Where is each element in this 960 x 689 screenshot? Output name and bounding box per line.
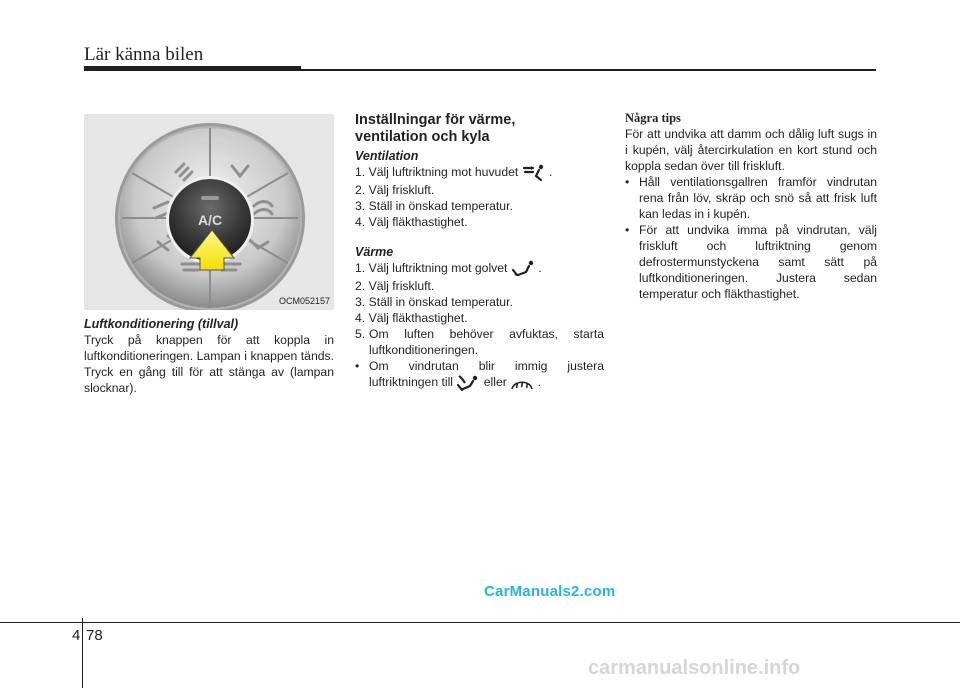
header-bar: [84, 66, 301, 71]
ventilation-heading: Ventilation: [355, 149, 419, 163]
ventilation-step-4: 4. Välj fläkthastighet.: [355, 215, 468, 229]
varme-bullet: • Om vindrutan blir immig justera luftriktningen till eller .: [355, 358, 604, 392]
tips-heading: Några tips: [625, 111, 681, 125]
vent-floor-icon: [511, 260, 535, 278]
ac-control-illustration: [84, 114, 334, 310]
watermark-link[interactable]: CarManuals2.com: [484, 583, 616, 600]
varme-step-5: 5. Om luften behöver avfuktas, starta luftkonditioneringen.: [355, 327, 604, 357]
ventilation-step-1: 1. Välj luftriktning mot huvudet .: [355, 164, 604, 182]
ac-button-label: A/C: [197, 212, 223, 228]
section-number: 4: [72, 627, 81, 644]
ac-panel-figure: [84, 114, 334, 310]
ac-heading: Luftkonditionering (tillval): [84, 317, 239, 331]
page-header-title: Lär känna bilen: [84, 44, 204, 65]
varme-step-3: 3. Ställ in önskad temperatur.: [355, 295, 513, 309]
footer-rule: [0, 622, 960, 623]
page-number: 78: [86, 627, 103, 644]
varme-step-1: 1. Välj luftriktning mot golvet .: [355, 260, 604, 278]
watermark-footer: carmanualsonline.info: [588, 657, 801, 679]
windshield-defrost-icon: [510, 374, 534, 392]
vent-head-icon: [522, 164, 546, 182]
ventilation-step-3: 3. Ställ in önskad temperatur.: [355, 199, 513, 213]
page-number-separator: [82, 618, 83, 688]
ventilation-step-2: 2. Välj friskluft.: [355, 183, 435, 197]
figure-code: OCM052157: [278, 296, 330, 306]
tips-bullet-1: • Håll ventilationsgallren framför vindrutan rena från löv, skräp och snö så att frisk luft kan ledas in i kupén.: [625, 175, 877, 221]
header-rule: [301, 69, 876, 71]
varme-step-2: 2. Välj friskluft.: [355, 279, 435, 293]
ac-paragraph: Tryck på knappen för att koppla in luftkonditioneringen. Lampan i knappen tänds. Tryck en gång till för att stänga av (lampan slocknar).: [84, 333, 334, 395]
defrost-floor-icon: [456, 374, 480, 392]
tips-bullet-2: • För att undvika imma på vindrutan, välj friskluft och luftriktning genom defrostermunstyckena samt sätt på luftkonditioneringen. Justera sedan temperatur och fläkthastighet.: [625, 223, 877, 301]
section-heading-line2: ventilation och kyla: [355, 129, 490, 145]
varme-step-4: 4. Välj fläkthastighet.: [355, 311, 468, 325]
tips-paragraph: För att undvika att damm och dålig luft sugs in i kupén, välj återcirkulation en kort stund och koppla sedan över till friskluft.: [625, 127, 877, 173]
section-heading-line1: Inställningar för värme,: [355, 112, 516, 128]
varme-heading: Värme: [355, 245, 394, 259]
